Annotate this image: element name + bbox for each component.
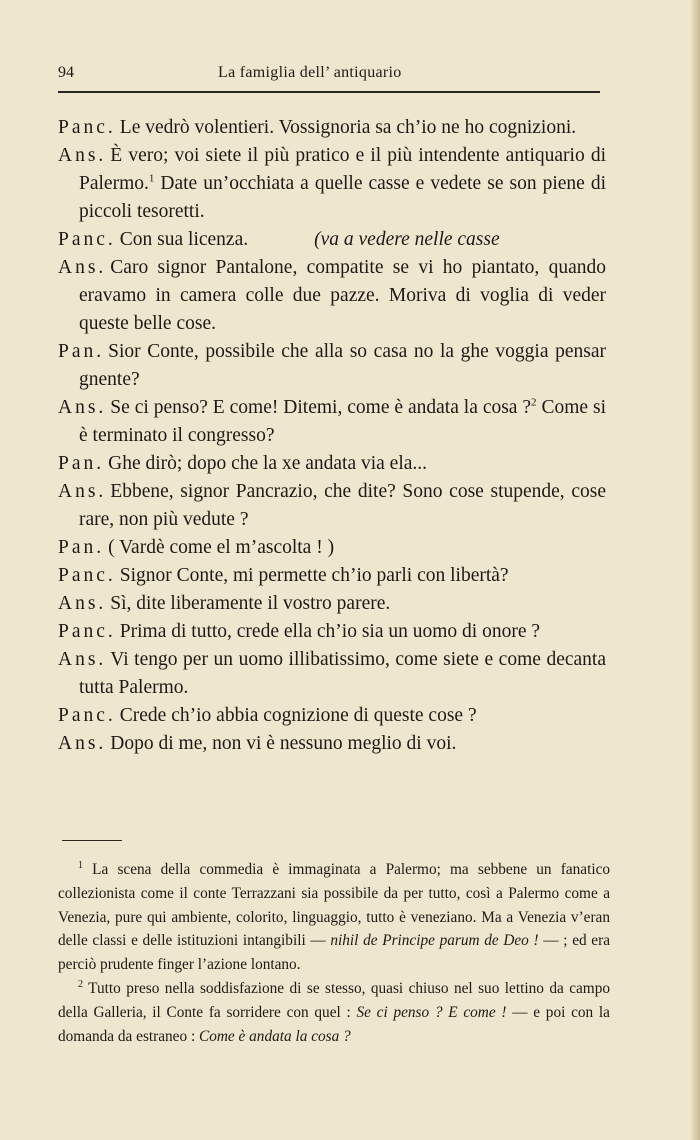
speech-text: Dopo di me, non vi è nessuno meglio di voi. xyxy=(110,733,457,754)
speaker-name: Pan. xyxy=(58,453,105,474)
footnote-ref: 2 xyxy=(531,396,537,409)
speaker-name: Ans. xyxy=(58,257,107,278)
footnote-text: La scena della commedia è immaginata a Palermo; ma sebbene un fanatico collezionista come il conte Terrazzani sia possibile da per tutto, così a Palermo come a Venezia, pure qui ambiente, colorito, linguaggio, tutto è veneziano. Ma a Venezia v’eran delle classi e delle istituzioni intangibili — xyxy=(58,861,611,950)
speech-line xyxy=(58,730,606,758)
footnote-1 xyxy=(58,858,610,977)
footnote-quote: Se ci penso ? E come ! xyxy=(356,1003,507,1021)
speech-line xyxy=(58,534,606,562)
speaker-name: Panc. xyxy=(58,565,116,586)
speech-text: Ebbene, signor Pancrazio, che dite? Sono cose stupende, cose rare, non più vedute ? xyxy=(79,481,606,530)
speech-line xyxy=(58,590,606,618)
footnote-text: — ; ed era perciò prudente finger l’azione lontano. xyxy=(58,932,610,974)
speech-text: Sior Conte, possibile che alla so casa no la ghe voggia pensar gnente? xyxy=(79,341,606,390)
footnote-mark: 1 xyxy=(78,859,83,871)
speech-text: Date un’occhiata a quelle casse e vedete se son piene di piccoli tesoretti. xyxy=(79,173,606,222)
speech-line xyxy=(58,226,606,254)
speech-text: Caro signor Pantalone, compatite se vi ho piantato, quando eravamo in camera colle due pazze. Moriva di voglia di veder queste belle cose. xyxy=(79,257,606,334)
speaker-name: Panc. xyxy=(58,705,116,726)
speech-line xyxy=(58,702,606,730)
speech-line xyxy=(58,562,606,590)
speech-text: Prima di tutto, crede ella ch’io sia un uomo di onore ? xyxy=(119,621,541,642)
footnote-quote: Come è andata la cosa ? xyxy=(199,1027,351,1045)
speaker-name: Pan. xyxy=(58,341,105,362)
speaker-name: Panc. xyxy=(58,229,116,250)
speech-line xyxy=(58,338,606,394)
speech-line xyxy=(58,254,606,338)
speech-text: Vi tengo per un uomo illibatissimo, come siete e come decanta tutta Palermo. xyxy=(79,649,606,698)
page-edge-shadow xyxy=(690,0,700,1140)
speech-text: Sì, dite liberamente il vostro parere. xyxy=(110,593,391,614)
speaker-name: Pan. xyxy=(58,537,105,558)
footnote-text: — e poi con la domanda da estraneo : xyxy=(58,1003,610,1045)
speech-line xyxy=(58,478,606,534)
speech-line xyxy=(58,394,606,450)
speech-line xyxy=(58,618,606,646)
speech-text: Se ci penso? E come! Ditemi, come è andata la cosa ? xyxy=(110,397,532,418)
speech-text: ( Vardè come el m’ascolta ! ) xyxy=(108,537,335,558)
page-number: 94 xyxy=(58,64,74,81)
stage-direction: (va a vedere nelle casse xyxy=(314,229,500,250)
speaker-name: Ans. xyxy=(58,733,107,754)
page-header xyxy=(58,60,598,90)
speech-text: Signor Conte, mi permette ch’io parli con libertà? xyxy=(119,565,509,586)
speech-line xyxy=(58,142,606,226)
speech-line xyxy=(58,450,606,478)
speech-text: È vero; voi siete il più pratico e il più intendente antiquario di Palermo. xyxy=(79,145,606,194)
speaker-name: Panc. xyxy=(58,621,116,642)
speaker-name: Ans. xyxy=(58,593,107,614)
speech-text: Ghe dirò; dopo che la xe andata via ela... xyxy=(108,453,428,474)
dialogue-body xyxy=(58,114,606,758)
speech-line xyxy=(58,114,606,142)
footnote-mark: 2 xyxy=(78,978,83,990)
speaker-name: Panc. xyxy=(58,117,116,138)
speech-text: Crede ch’io abbia cognizione di queste cose ? xyxy=(119,705,477,726)
footnote-quote: nihil de Principe parum de Deo ! xyxy=(330,932,539,950)
speech-text: Con sua licenza. xyxy=(119,229,249,250)
footnote-rule xyxy=(62,840,122,841)
speech-line xyxy=(58,646,606,702)
footnote-2 xyxy=(58,977,610,1048)
speaker-name: Ans. xyxy=(58,397,107,418)
footnote-text: Tutto preso nella soddisfazione di se stesso, quasi chiuso nel suo lettino da campo della Galleria, il Conte fa sorridere con quel : xyxy=(58,979,610,1021)
speech-text: Come si è terminato il congresso? xyxy=(79,397,606,446)
speaker-name: Ans. xyxy=(58,145,107,166)
header-rule xyxy=(58,91,600,93)
speech-text: Le vedrò volentieri. Vossignoria sa ch’io ne ho cognizioni. xyxy=(119,117,577,138)
speaker-name: Ans. xyxy=(58,649,107,670)
footnotes xyxy=(58,858,610,1048)
running-title: La famiglia dell’ antiquario xyxy=(218,64,402,81)
speaker-name: Ans. xyxy=(58,481,107,502)
footnote-ref: 1 xyxy=(148,172,155,185)
